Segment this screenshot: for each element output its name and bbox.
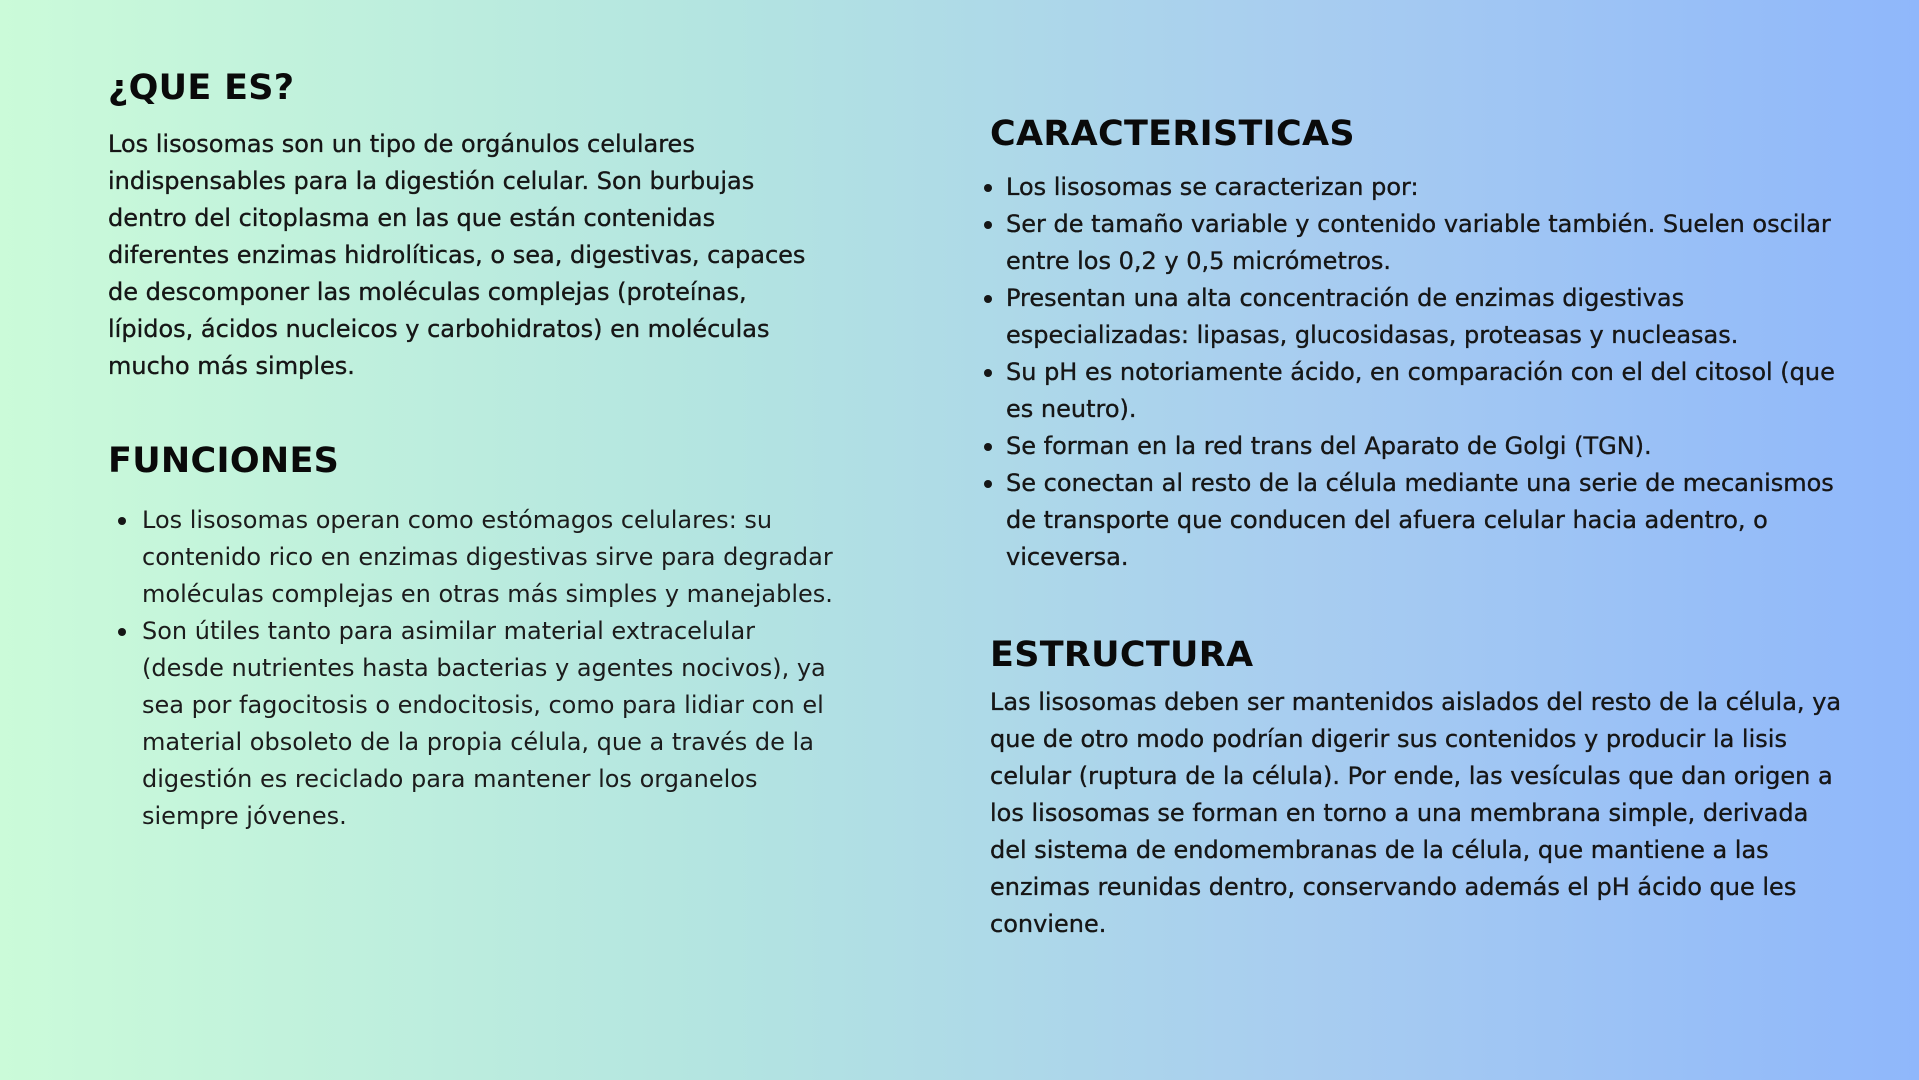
caracteristicas-title: CARACTERISTICAS — [990, 114, 1355, 154]
caracteristicas-item: Su pH es notoriamente ácido, en comparación con el del citosol (que es neutro). — [990, 354, 1845, 428]
que-es-title: ¿QUE ES? — [108, 68, 295, 108]
funciones-title: FUNCIONES — [108, 441, 340, 481]
caracteristicas-item: Se forman en la red trans del Aparato de Golgi (TGN). — [990, 428, 1845, 465]
caracteristicas-item: Ser de tamaño variable y contenido variable también. Suelen oscilar entre los 0,2 y 0,5 micrómetros. — [990, 206, 1845, 280]
estructura-section — [990, 629, 1845, 943]
caracteristicas-list — [990, 169, 1845, 576]
caracteristicas-item: Se conectan al resto de la célula mediante una serie de mecanismos de transporte que conducen del afuera celular hacia adentro, o viceversa. — [990, 465, 1845, 576]
que-es-section — [108, 62, 838, 385]
caracteristicas-section — [990, 108, 1845, 576]
funciones-list — [108, 502, 838, 835]
right-column — [990, 108, 1845, 943]
caracteristicas-item: Presentan una alta concentración de enzimas digestivas especializadas: lipasas, glucosidasas, proteasas y nucleasas. — [990, 280, 1845, 354]
caracteristicas-item: Los lisosomas se caracterizan por: — [990, 169, 1845, 206]
estructura-body: Las lisosomas deben ser mantenidos aislados del resto de la célula, ya que de otro modo podrían digerir sus contenidos y producir la lisis celular (ruptura de la célula). Por ende, las vesículas que dan origen a los lisosomas se forman en torno a una membrana simple, derivada del sistema de endomembranas de la célula, que mantiene a las enzimas reunidas dentro, conservando además el pH ácido que les conviene. — [990, 688, 1842, 938]
funciones-section — [108, 435, 838, 835]
funciones-item: Son útiles tanto para asimilar material extracelular (desde nutrientes hasta bacterias y agentes nocivos), ya sea por fagocitosis o endocitosis, como para lidiar con el material obsoleto de la propia célula, que a través de la digestión es reciclado para mantener los organelos siempre jóvenes. — [108, 613, 838, 835]
que-es-body: Los lisosomas son un tipo de orgánulos celulares indispensables para la digestión celular. Son burbujas dentro del citoplasma en las que están contenidas diferentes enzimas hidrolíticas, o sea, digestivas, capaces de descomponer las moléculas complejas (proteínas, lípidos, ácidos nucleicos y carbohidratos) en moléculas mucho más simples. — [108, 130, 806, 380]
funciones-item: Los lisosomas operan como estómagos celulares: su contenido rico en enzimas digestivas sirve para degradar moléculas complejas en otras más simples y manejables. — [108, 502, 838, 613]
estructura-title: ESTRUCTURA — [990, 635, 1254, 675]
left-column — [108, 62, 838, 835]
